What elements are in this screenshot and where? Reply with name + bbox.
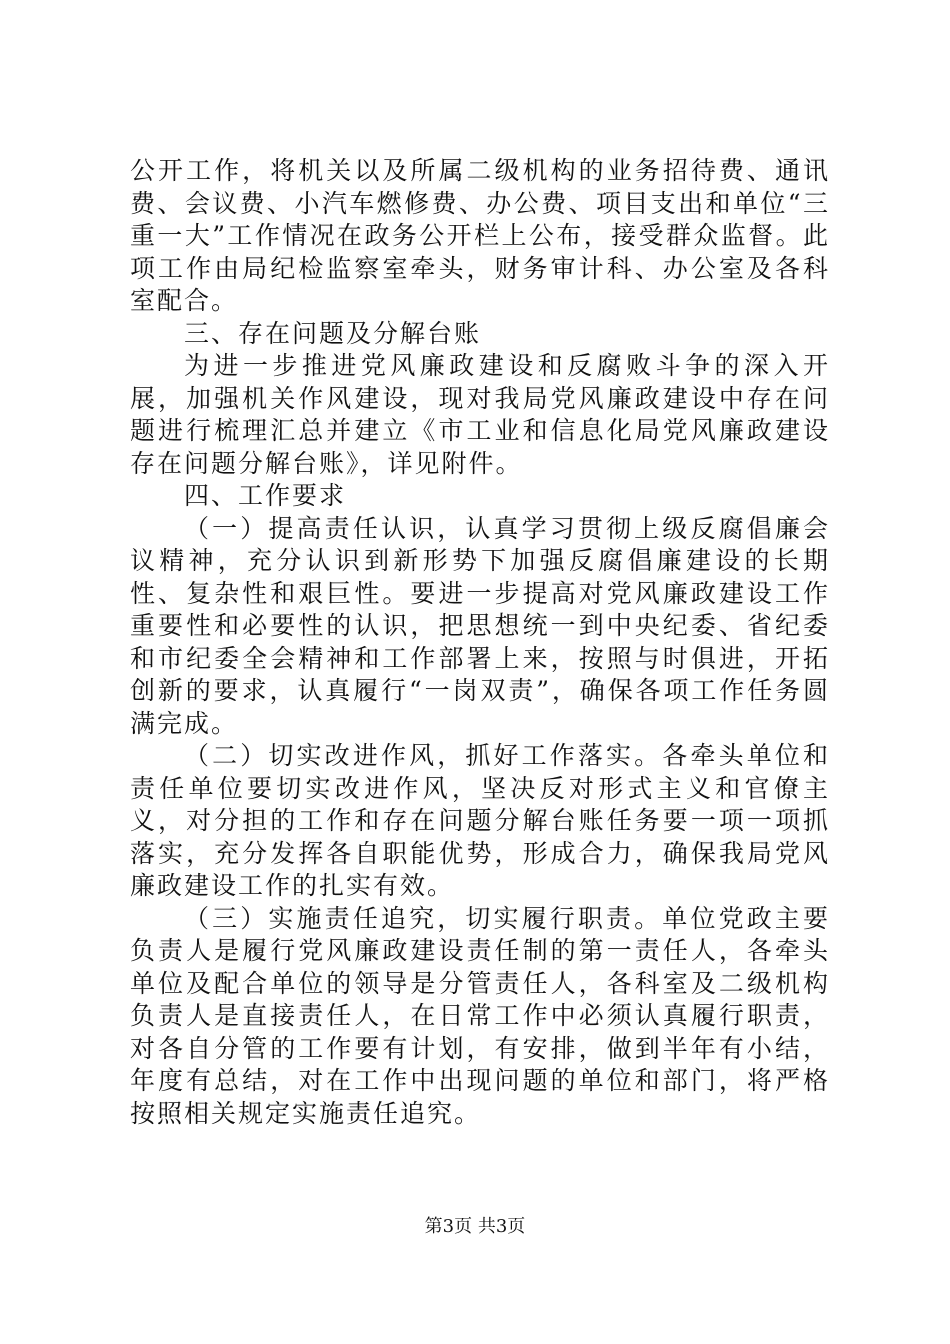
paragraph-requirement-1: （一）提高责任认识，认真学习贯彻上级反腐倡廉会议精神，充分认识到新形势下加强反腐倡廉建设的长期性、复杂性和艰巨性。要进一步提高对党风廉政建设工作重要性和必要性的认识，把思想统一到中央纪委、省纪委和市纪委全会精神和工作部署上来，按照与时俱进，开拓创新的要求，认真履行“一岗双责”，确保各项工作任务圆满完成。	[130, 513, 830, 738]
section-heading-4: 四、工作要求	[184, 481, 347, 510]
paragraph-section-3: 为进一步推进党风廉政建设和反腐败斗争的深入开展，加强机关作风建设，现对我局党风廉政建设中存在问题进行梳理汇总并建立《市工业和信息化局党风廉政建设存在问题分解台账》，详见附件。	[130, 351, 830, 478]
page-footer: 第3页 共3页	[424, 1216, 526, 1237]
paragraph-requirement-2: （二）切实改进作风，抓好工作落实。各牵头单位和责任单位要切实改进作风，坚决反对形式主义和官僚主义，对分担的工作和存在问题分解台账任务要一项一项抓落实，充分发挥各自职能优势，形成合力，确保我局党风廉政建设工作的扎实有效。	[130, 741, 830, 900]
paragraph-continuation: 公开工作，将机关以及所属二级机构的业务招待费、通讯费、会议费、小汽车燃修费、办公费、项目支出和单位“三重一大”工作情况在政务公开栏上公布，接受群众监督。此项工作由局纪检监察室牵头，财务审计科、办公室及各科室配合。	[130, 156, 830, 315]
paragraph-requirement-3: （三）实施责任追究，切实履行职责。单位党政主要负责人是履行党风廉政建设责任制的第一责任人，各牵头单位及配合单位的领导是分管责任人，各科室及二级机构负责人是直接责任人，在日常工作中必须认真履行职责，对各自分管的工作要有计划，有安排，做到半年有小结，年度有总结，对在工作中出现问题的单位和部门，将严格按照相关规定实施责任追究。	[130, 903, 830, 1128]
section-heading-3: 三、存在问题及分解台账	[184, 318, 482, 348]
document-body	[130, 155, 830, 1130]
